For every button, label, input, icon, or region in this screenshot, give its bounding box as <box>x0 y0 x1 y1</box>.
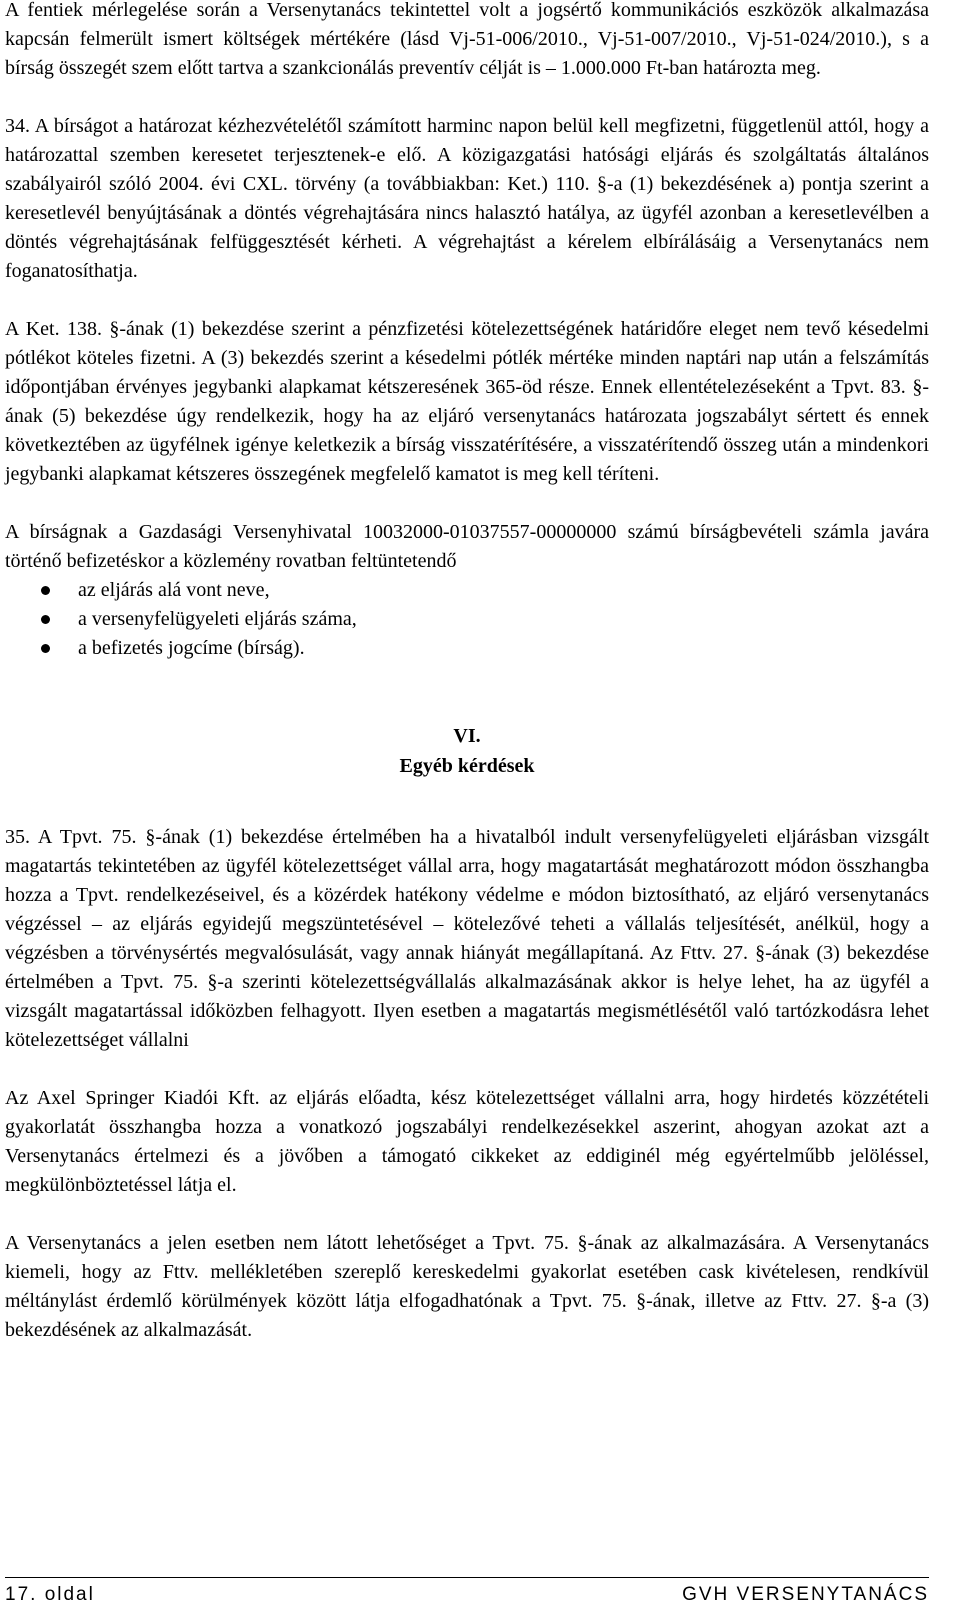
page-number: 17. oldal <box>5 1584 95 1605</box>
bullet-icon <box>41 615 50 624</box>
payment-note-list <box>5 576 929 663</box>
list-item-text: a befizetés jogcíme (bírság). <box>78 637 305 659</box>
list-item-text: a versenyfelügyeleti eljárás száma, <box>78 608 357 630</box>
paragraph-ket-138: A Ket. 138. §-ának (1) bekezdése szerint a pénzfizetési kötelezettségének határidőre eleget nem tevő késedelmi pótlékot köteles fizetni. A (3) bekezdés szerint a késedelmi pótlék mértéke minden naptári nap után a felszámítás időpontjában érvényes jegybanki alapkamat kétszeresének 365-öd része. Ennek ellentételezéseként a Tpvt. 83. §-ának (5) bekezdése úgy rendelkezik, hogy ha az eljáró versenytanács határozata jogszabályt sértett és ennek következtében az ügyfélnek igénye keletkezik a bírság visszatérítésére, a visszatérítendő összeg után a mindenkori jegybanki alapkamat kétszeres összegének megfelelő kamatot is meg kell téríteni. <box>5 318 929 485</box>
paragraph-axel: Az Axel Springer Kiadói Kft. az eljárás előadta, kész kötelezettséget vállalni arra, hogy hirdetés közzétételi gyakorlatát összhangba hozza a vonatkozó jogszabályi rendelkezésekkel aszerint, ahogyan azokat azt a Versenytanács értelmezi és a jövőben a támogató cikkeket az eddiginél még egyértelműbb jelöléssel, megkülönböztetéssel látja el. <box>5 1087 929 1196</box>
list-item-text: az eljárás alá vont neve, <box>78 579 270 601</box>
section-title: Egyéb kérdések <box>399 755 535 777</box>
section-heading <box>5 721 929 781</box>
bullet-icon <box>41 644 50 653</box>
document-page <box>5 0 929 1345</box>
list-item <box>5 634 929 663</box>
footer-organization: GVH VERSENYTANÁCS <box>682 1584 929 1605</box>
list-item <box>5 605 929 634</box>
paragraph-versenytanacs: A Versenytanács a jelen esetben nem látott lehetőséget a Tpvt. 75. §-ának az alkalmazására. A Versenytanács kiemeli, hogy az Fttv. mellékletében szereplő kereskedelmi gyakorlat esetében cask kivételesen, rendkívül méltánylást érdemlő körülmények között látja elfogadhatónak a Tpvt. 75. §-ának, illetve az Fttv. 27. §-a (3) bekezdésének az alkalmazását. <box>5 1232 929 1341</box>
section-number: VI. <box>453 725 481 747</box>
list-item <box>5 576 929 605</box>
paragraph-34: 34. A bírságot a határozat kézhezvételétől számított harminc napon belül kell megfizetni, függetlenül attól, hogy a határozattal szemben keresetet terjesztenek-e elő. A közigazgatási hatósági eljárás és szolgáltatás általános szabályairól szóló 2004. évi CXL. törvény (a továbbiakban: Ket.) 110. §-a (1) bekezdésének a) pontja szerint a keresetlevél benyújtásának a döntés végrehajtására nincs halasztó hatálya, az ügyfél azonban a keresetlevélben a döntés végrehajtásának felfüggesztését kérheti. A végrehajtást a kérelem elbírálásáig a Versenytanács nem foganatosíthatja. <box>5 115 929 282</box>
footer-divider <box>5 1577 929 1578</box>
bullet-icon <box>41 586 50 595</box>
paragraph-account: A bírságnak a Gazdasági Versenyhivatal 10032000-01037557-00000000 számú bírságbevételi számla javára történő befizetéskor a közlemény rovatban feltüntetendő <box>5 521 929 572</box>
paragraph-35: 35. A Tpvt. 75. §-ának (1) bekezdése értelmében ha a hivatalból indult versenyfelügyeleti eljárásban vizsgált magatartás tekintetében az ügyfél kötelezettséget vállal arra, hogy magatartását meghatározott módon összhangba hozza a Tpvt. rendelkezéseivel, és a közérdek hatékony védelme e módon biztosítható, az eljáró versenytanács végzéssel – az eljárás egyidejű megszüntetésével – kötelezővé teheti a vállalás teljesítését, anélkül, hogy a végzésben a törvénysértés megvalósulását, vagy annak hiányát megállapítaná. Az Fttv. 27. §-ának (3) bekezdése értelmében a Tpvt. 75. §-a szerinti kötelezettségvállalás alkalmazásának akkor is helye lehet, ha az ügyfél a vizsgált magatartással időközben felhagyott. Ilyen esetben a magatartás megismétlésétől való tartózkodásra lehet kötelezettséget vállalni <box>5 826 929 1051</box>
paragraph-intro: A fentiek mérlegelése során a Versenytanács tekintettel volt a jogsértő kommunikációs eszközök alkalmazása kapcsán felmerült ismert költségek mértékére (lásd Vj-51-006/2010., Vj-51-007/2010., Vj-51-024/2010.), s a bírság összegét szem előtt tartva a szankcionálás preventív célját is – 1.000.000 Ft-ban határozta meg. <box>5 0 929 79</box>
